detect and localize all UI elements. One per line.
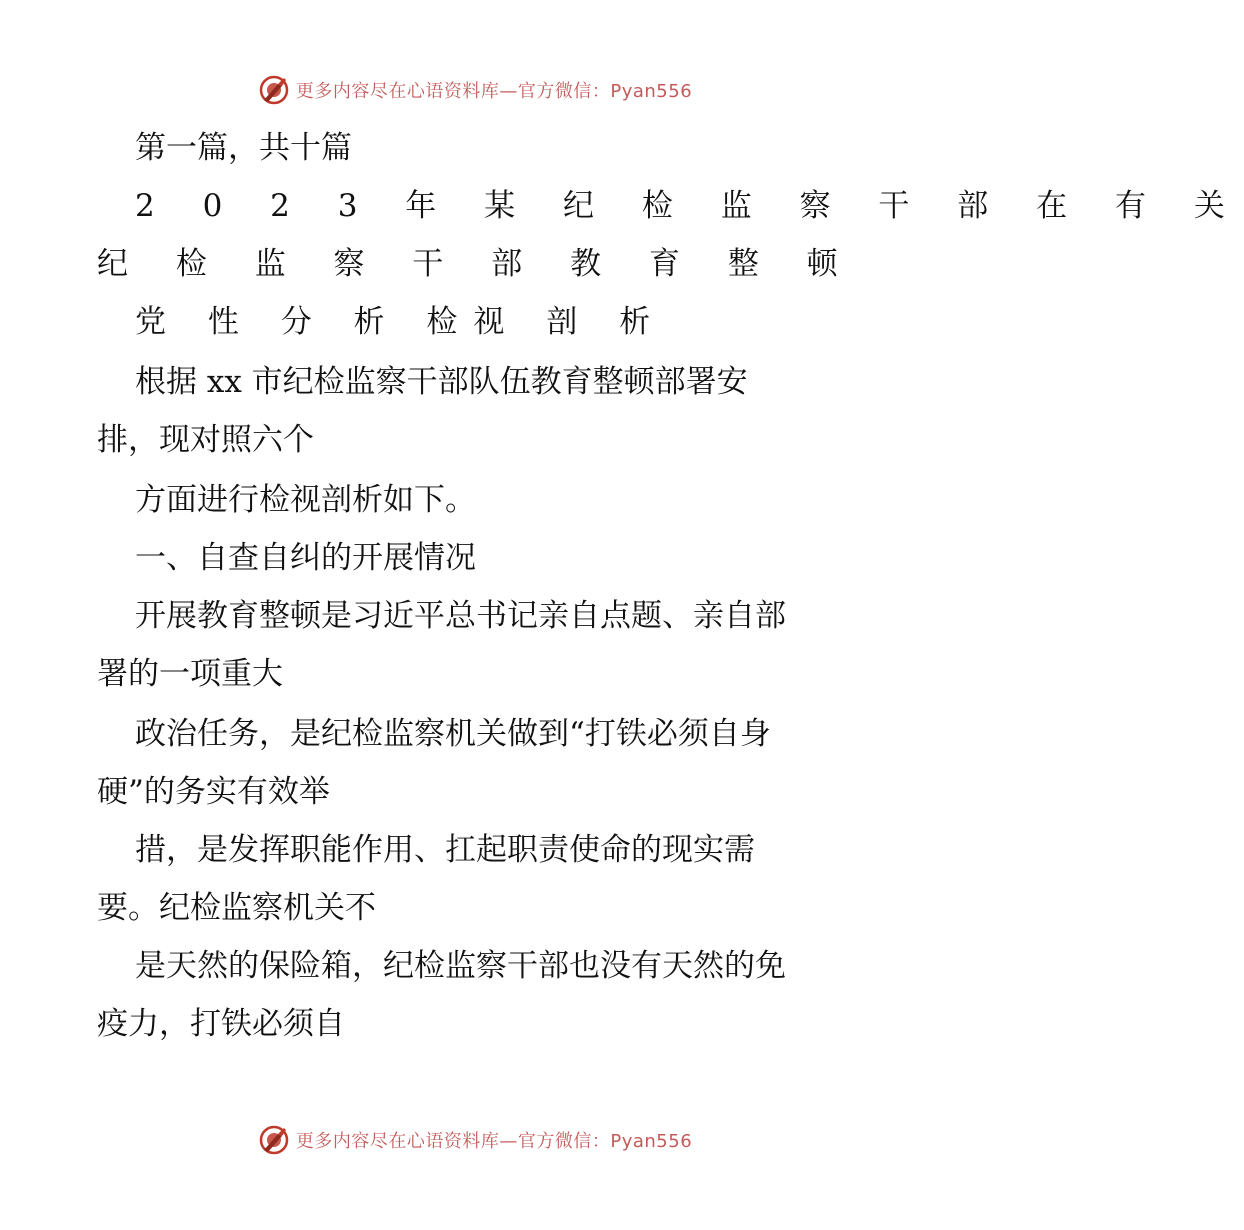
library-logo-icon (258, 1124, 290, 1156)
banner-separator: — (499, 1131, 518, 1152)
banner-content (258, 74, 692, 106)
title-line-1: 2 0 2 3 年 某 纪 检 监 察 干 部 在 有 关 (135, 188, 1244, 224)
banner-separator: — (499, 81, 518, 102)
section-heading: 第一篇，共十篇 (135, 130, 352, 166)
banner-text (296, 1127, 692, 1153)
paragraph-line: 硬”的务实有效举 (97, 774, 330, 810)
paragraph-line: 措，是发挥职能作用、扛起职责使命的现实需 (135, 832, 755, 868)
subtitle-line: 党 性 分 析 检视 剖 析 (135, 304, 667, 340)
paragraph-line: 要。纪检监察机关不 (97, 890, 376, 926)
footer-banner (0, 1120, 950, 1160)
paragraph-line: 政治任务，是纪检监察机关做到“打铁必须自身 (135, 716, 771, 752)
paragraph-line: 开展教育整顿是习近平总书记亲自点题、亲自部 (135, 598, 786, 634)
banner-wechat-text: 官方微信：Pyan556 (517, 1131, 693, 1152)
banner-wechat-text: 官方微信：Pyan556 (517, 81, 693, 102)
section-heading: 一、自查自纠的开展情况 (135, 540, 476, 576)
title-line-2: 纪 检 监 察 干 部 教 育 整 顿 (97, 246, 857, 282)
paragraph-line: 排，现对照六个 (97, 422, 314, 458)
paragraph-line: 是天然的保险箱，纪检监察干部也没有天然的免 (135, 948, 786, 984)
library-logo-icon (258, 74, 290, 106)
header-banner (0, 70, 950, 110)
paragraph-line: 疫力，打铁必须自 (97, 1006, 345, 1042)
paragraph-line: 署的一项重大 (97, 656, 283, 692)
banner-text (296, 77, 692, 103)
paragraph-line: 根据 xx 市纪检监察干部队伍教育整顿部署安 (135, 364, 748, 400)
banner-content (258, 1124, 692, 1156)
banner-main-text: 更多内容尽在心语资料库 (295, 81, 500, 102)
banner-main-text: 更多内容尽在心语资料库 (295, 1131, 500, 1152)
paragraph-line: 方面进行检视剖析如下。 (135, 482, 476, 518)
